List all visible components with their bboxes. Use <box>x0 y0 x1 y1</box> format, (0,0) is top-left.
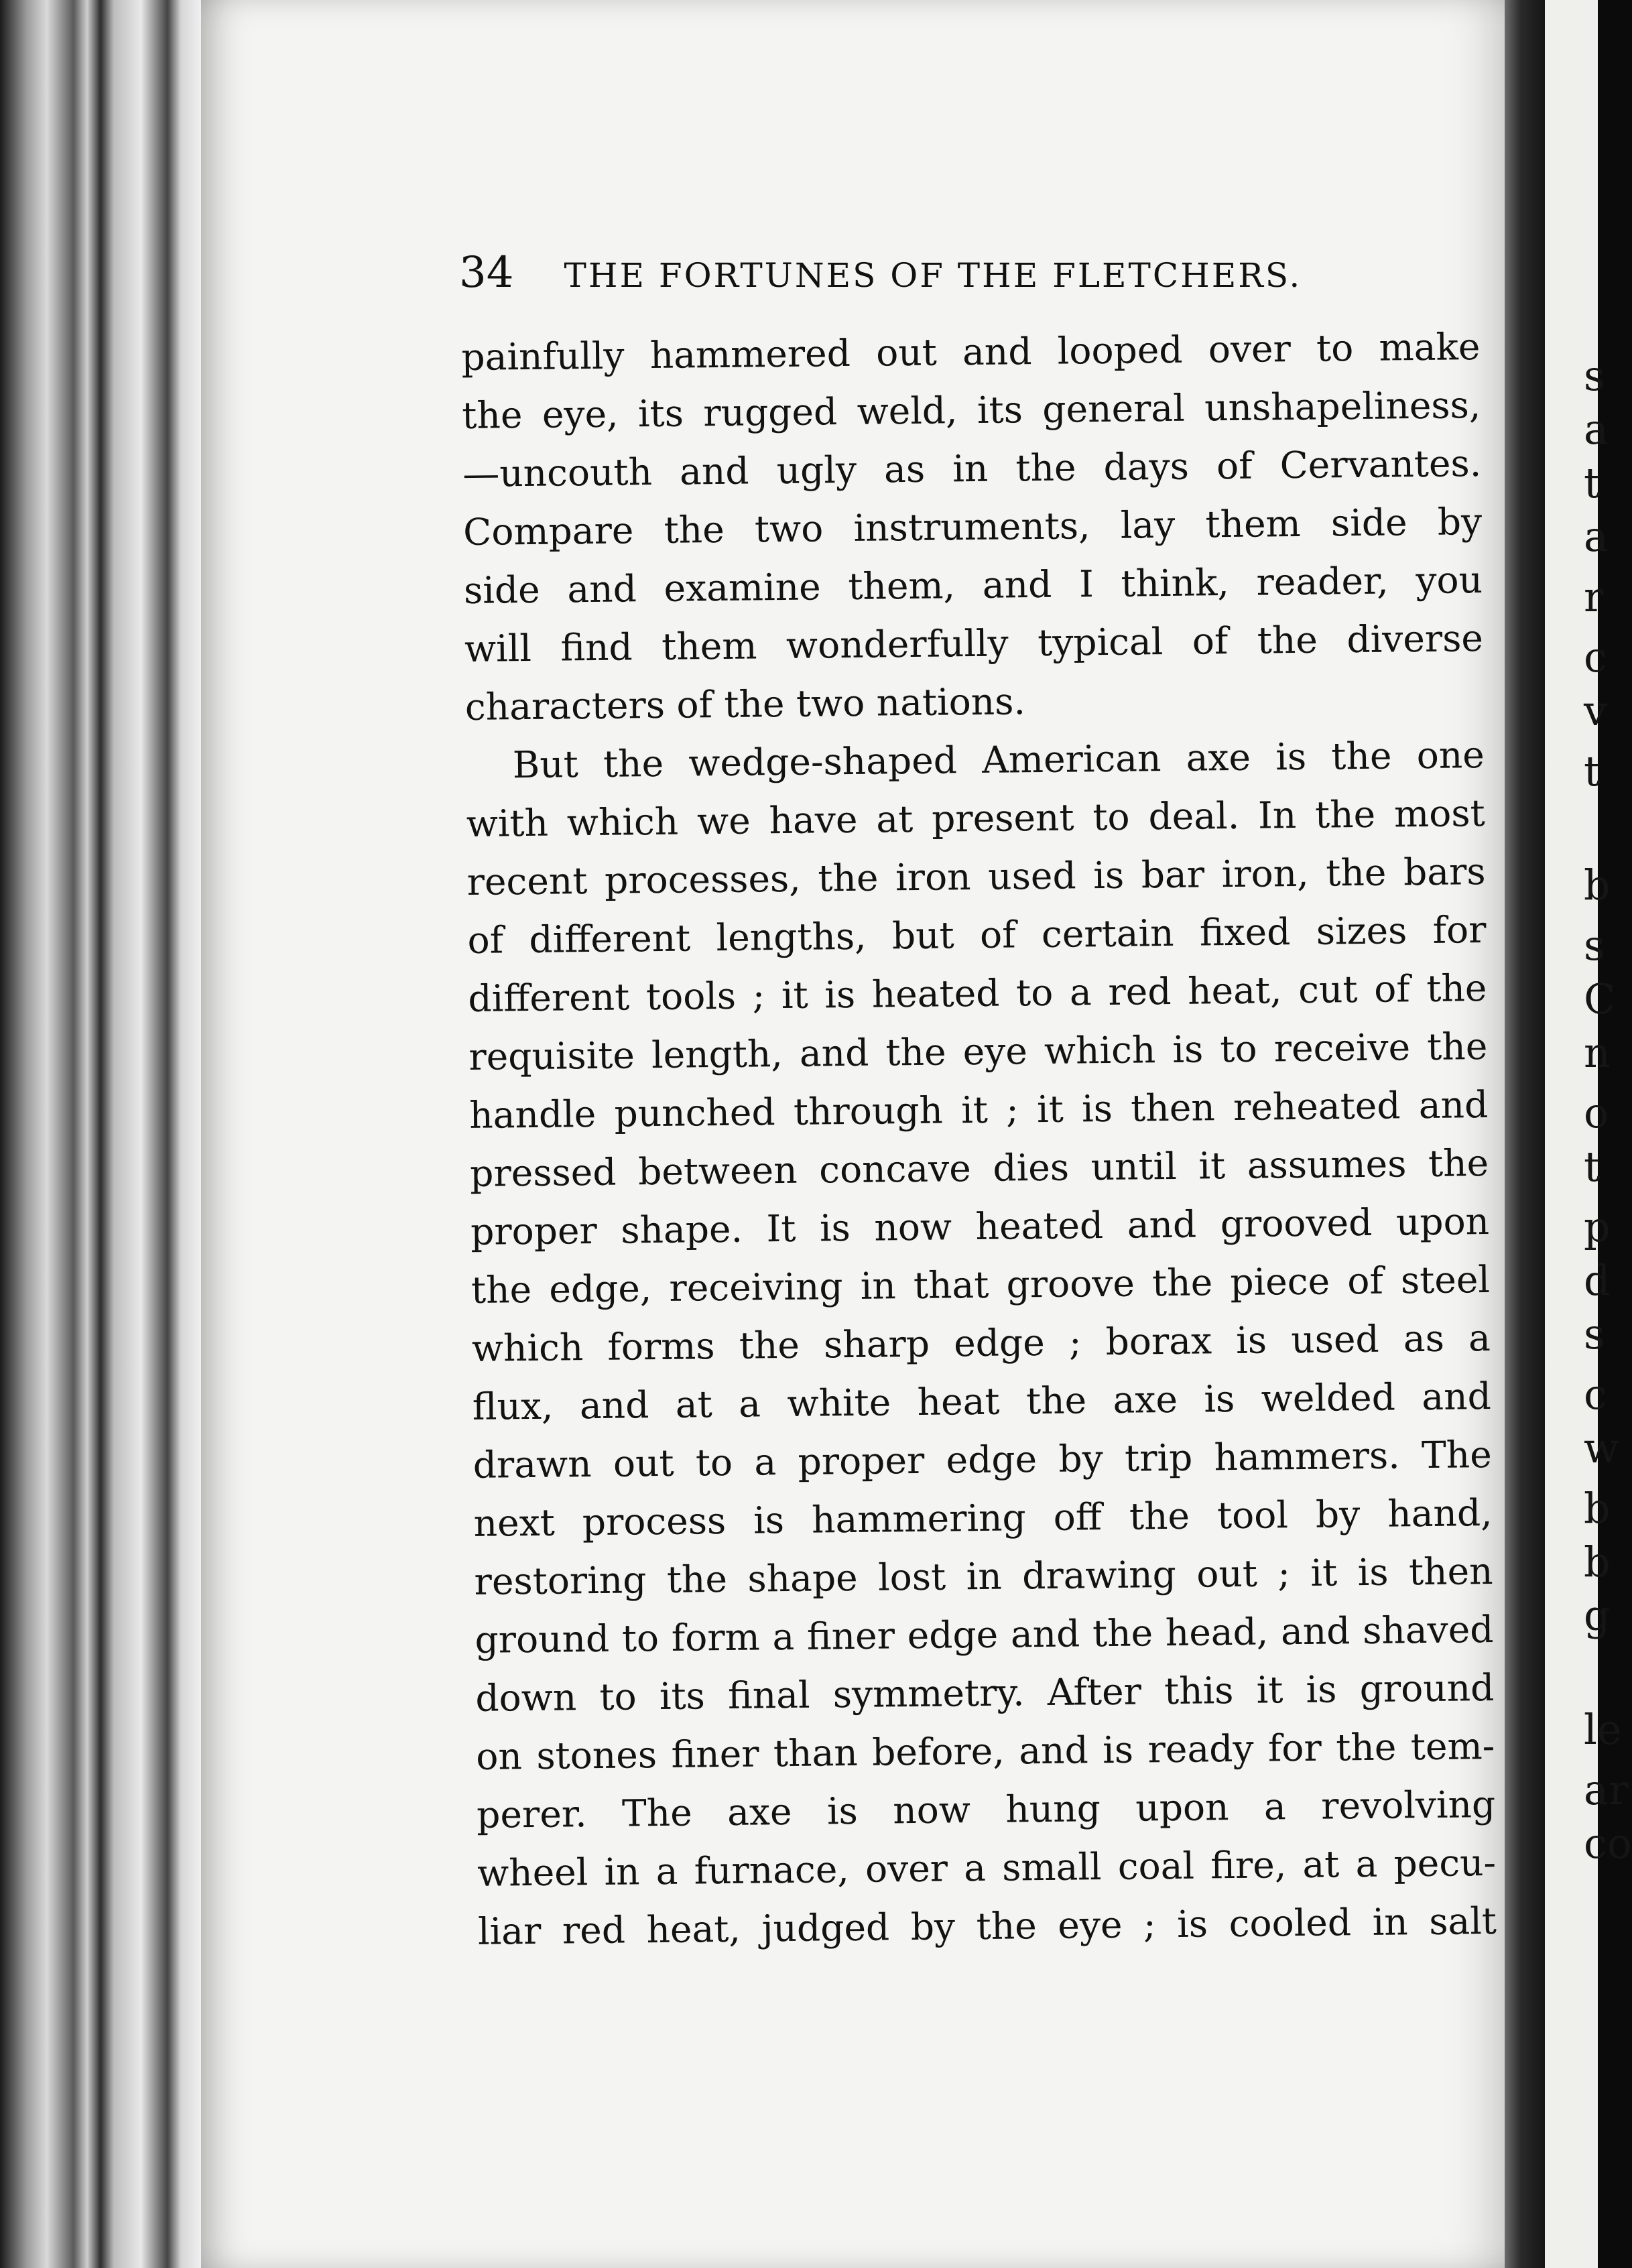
facing-page-fragment: v <box>1584 686 1608 735</box>
facing-page-fragment: r <box>1584 572 1604 621</box>
page-number: 34 <box>459 248 514 298</box>
text-line: the edge, receiving in that groove the piece of steel <box>470 1258 1491 1312</box>
text-line: handle punched through it ; it is then reheated and <box>468 1083 1489 1137</box>
text-line: on stones finer than before, and is ready for the tem- <box>475 1724 1495 1778</box>
facing-page-fragment: s <box>1584 351 1605 400</box>
facing-page-fragment: a <box>1584 512 1609 561</box>
text-line: requisite length, and the eye which is to receive the <box>468 1025 1488 1078</box>
text-line: wheel in a furnace, over a small coal fire, at a pecu- <box>477 1840 1497 1895</box>
facing-page-fragment: s <box>1584 921 1605 970</box>
text-line: —uncouth and ugly as in the days of Cervantes. <box>462 442 1482 495</box>
facing-page-fragment: d <box>1584 1256 1611 1305</box>
text-line: different tools ; it is heated to a red heat, cut of the <box>468 966 1487 1020</box>
text-line: But the wedge-shaped American axe is the one <box>512 733 1485 787</box>
facing-page-fragment: t <box>1584 458 1600 507</box>
text-line: side and examine them, and I think, reader, you <box>463 558 1483 612</box>
facing-page-fragment: a <box>1584 405 1609 454</box>
facing-page-edge <box>1545 0 1632 2268</box>
text-line: ground to form a finer edge and the head, and shaved <box>475 1607 1494 1661</box>
text-line: of different lengths, but of certain fixed sizes for <box>467 908 1487 962</box>
text-line: characters of the two nations. <box>464 680 1026 729</box>
text-line: pressed between concave dies until it assumes the <box>469 1141 1489 1195</box>
text-line: will find them wonderfully typical of the diverse <box>464 617 1484 670</box>
text-line: Compare the two instruments, lay them side by <box>462 500 1483 554</box>
text-line: recent processes, the iron used is bar iron, the bars <box>466 850 1486 903</box>
running-head <box>459 248 1302 298</box>
facing-page-fragment: co <box>1584 1819 1632 1868</box>
text-line: restoring the shape lost in drawing out ; it is then <box>474 1549 1493 1603</box>
body-text <box>461 318 1497 1961</box>
text-line: with which we have at present to deal. In the most <box>466 792 1485 845</box>
facing-page-fragment: c <box>1584 633 1607 682</box>
facing-page-fragment: b <box>1584 861 1611 909</box>
facing-page-fragment: C <box>1584 974 1616 1023</box>
facing-page-fragment: c <box>1584 1370 1607 1419</box>
facing-page-fragment: o <box>1584 1088 1609 1137</box>
facing-page-fragment: b <box>1584 1537 1611 1586</box>
facing-page-fragment: n <box>1584 1028 1611 1077</box>
text-line: next process is hammering off the tool by hand, <box>473 1491 1493 1545</box>
text-line: down to its final symmetry. After this it is ground <box>475 1665 1495 1720</box>
text-line: liar red heat, judged by the eye ; is cooled in salt <box>477 1899 1497 1953</box>
facing-page-fragment: t <box>1584 747 1600 796</box>
text-line: flux, and at a white heat the axe is welded and <box>472 1374 1492 1428</box>
text-line: perer. The axe is now hung upon a revolving <box>476 1782 1496 1836</box>
facing-page-fragment: w <box>1584 1424 1620 1472</box>
text-line: drawn out to a proper edge by trip hammers. The <box>473 1432 1493 1487</box>
text-line: proper shape. It is now heated and grooved upon <box>470 1200 1490 1253</box>
running-title: THE FORTUNES OF THE FLETCHERS. <box>564 256 1302 295</box>
facing-page-fragment: ar <box>1584 1765 1629 1814</box>
book-gutter <box>1505 0 1545 2268</box>
text-line: the eye, its rugged weld, its general unshapeliness, <box>462 383 1481 437</box>
paragraph-1 <box>461 318 1484 737</box>
facing-page-fragment: t <box>1584 1142 1600 1191</box>
facing-page-fragment: p <box>1584 1202 1611 1251</box>
text-line: which forms the sharp edge ; borax is used as a <box>471 1316 1491 1370</box>
facing-page-fragment: le <box>1584 1705 1622 1754</box>
facing-page-fragment: b <box>1584 1484 1611 1533</box>
paragraph-2 <box>465 726 1497 1961</box>
book-binding-edge <box>0 0 221 2268</box>
facing-page-fragment: s <box>1584 1310 1605 1359</box>
text-line: painfully hammered out and looped over to make <box>461 325 1481 379</box>
facing-page-fragment: g <box>1584 1591 1611 1640</box>
